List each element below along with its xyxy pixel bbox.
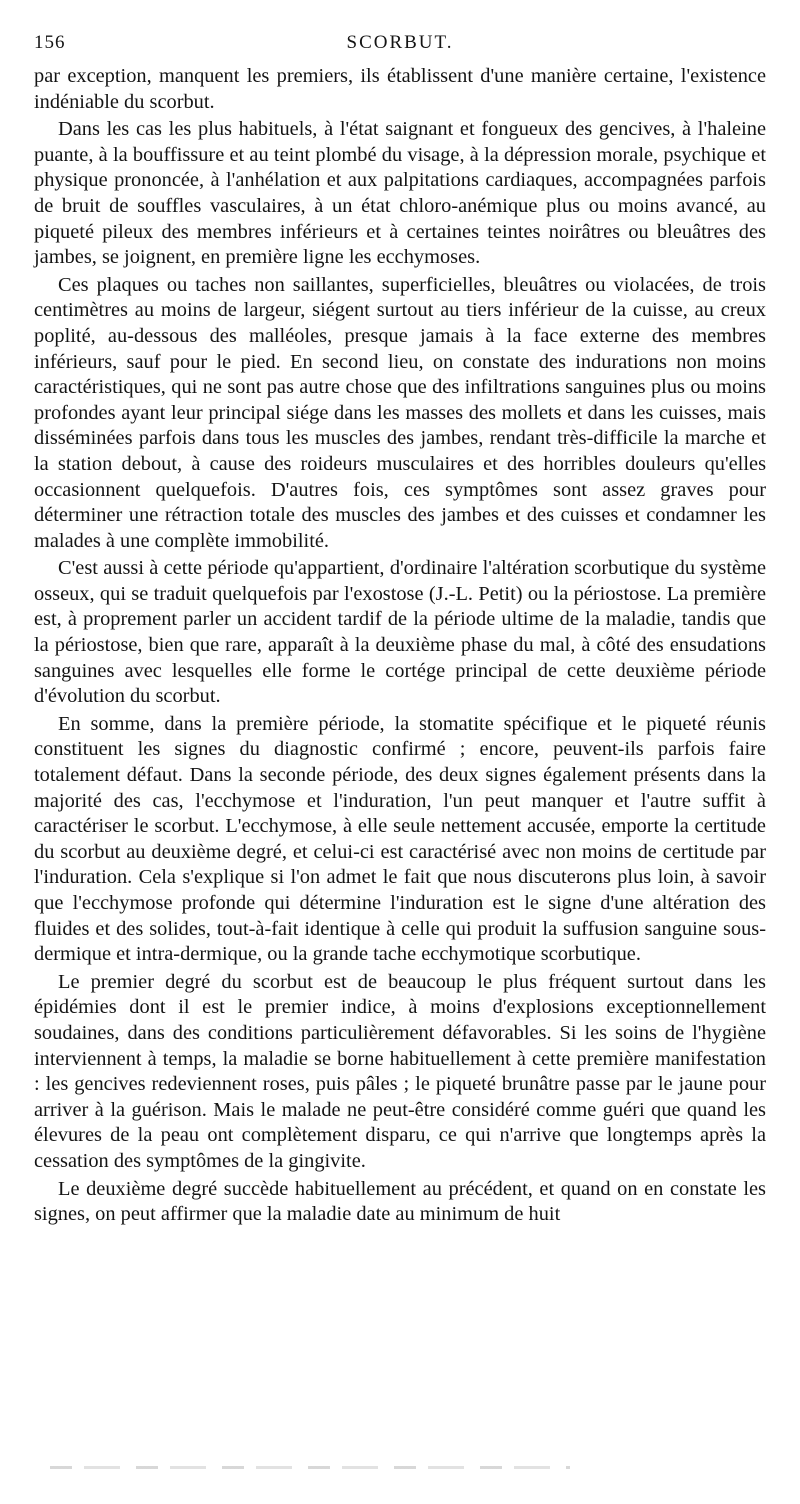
paragraph-symptoms: Dans les cas les plus habituels, à l'état saignant et fongueux des gencives, à l'haleine puante, à la bouffissure et au teint plombé du visage, à la dépression morale, psychique et physique prononcée, à l'anhélation et aux palpitations cardiaques, accompagnées parfois de bruit de souffles vasculaires, à un état chloro-anémique plus ou moins avancé, au piqueté pileux des membres inférieurs et à certaines teintes noirâtres ou bleuâtres des jambes, se joignent, en première ligne les ecchymoses.	[34, 118, 766, 269]
paragraph-first-degree: Le premier degré du scorbut est de beaucoup le plus fréquent surtout dans les épidémies dont il est le premier indice, à moins d'explosions exceptionnellement soudaines, dans des conditions particulièrement défavorables. Si les soins de l'hygiène interviennent à temps, la maladie se borne habituellement à cette première manifestation : les gencives redeviennent roses, puis pâles ; le piqueté brunâtre passe par le jaune pour arriver à la guérison. Mais le malade ne peut-être considéré comme guéri que quand les élevures de la peau ont complètement disparu, ce qui n'arrive que longtemps après la cessation des symptômes de la gingivite.	[34, 970, 766, 1172]
running-title: SCORBUT.	[346, 32, 454, 53]
paragraph-diagnosis: En somme, dans la première période, la stomatite spécifique et le piqueté réunis constituent les signes du diagnostic confirmé ; encore, peuvent-ils parfois faire totalement défaut. Dans la seconde période, des deux signes également présents dans la majorité des cas, l'ecchymose et l'induration, l'un peut manquer et l'autre suffit à caractériser le scorbut. L'ecchymose, à elle seule nettement accusée, emporte la certitude du scorbut au deuxième degré, et celui-ci est caractérisé avec non moins de certitude par l'induration. Cela s'explique si l'on admet le fait que nous discuterons plus loin, à savoir que l'ecchymose profonde qui détermine l'induration est le signe d'une altération des fluides et des solides, tout-à-fait identique à celle qui produit la suffusion sanguine sous-dermique et intra-dermique, ou la grande tache ecchymotique scorbutique.	[34, 712, 766, 966]
paragraph-continuation: par exception, manquent les premiers, ils établissent d'une manière certaine, l'existence indéniable du scorbut.	[34, 65, 766, 113]
footer-print-artifact	[50, 1466, 570, 1469]
page-number: 156	[34, 32, 66, 53]
paragraph-bone-alteration: C'est aussi à cette période qu'appartient, d'ordinaire l'altération scorbutique du système osseux, qui se traduit quelquefois par l'exostose (J.-L. Petit) ou la périostose. La première est, à proprement parler un accident tardif de la période ultime de la maladie, tandis que la périostose, bien que rare, apparaît à la deuxième phase du mal, à côté des ensudations sanguines avec lesquelles elle forme le cortége principal de cette deuxième période d'évolution du scorbut.	[34, 557, 766, 708]
page-body	[34, 64, 766, 1228]
book-page	[34, 30, 766, 1230]
paragraph-ecchymoses: Ces plaques ou taches non saillantes, superficielles, bleuâtres ou violacées, de trois centimètres au moins de largeur, siégent surtout au tiers inférieur de la cuisse, au creux poplité, au-dessous des malléoles, presque jamais à la face externe des membres inférieurs, sauf pour le pied. En second lieu, on constate des indurations non moins caractéristiques, qui ne sont pas autre chose que des infiltrations sanguines plus ou moins profondes ayant leur principal siége dans les masses des mollets et dans les cuisses, mais disséminées parfois dans tous les muscles des jambes, rendant très-difficile la marche et la station debout, à cause des roideurs musculaires et des horribles douleurs qu'elles occasionnent quelquefois. D'autres fois, ces symptômes sont assez graves pour déterminer une rétraction totale des muscles des jambes et des cuisses et condamner les malades à une complète immobilité.	[34, 273, 766, 552]
page-header	[34, 30, 766, 58]
paragraph-second-degree: Le deuxième degré succède habituellement au précédent, et quand on en constate les signes, on peut affirmer que la maladie date au minimum de huit	[34, 1177, 766, 1226]
